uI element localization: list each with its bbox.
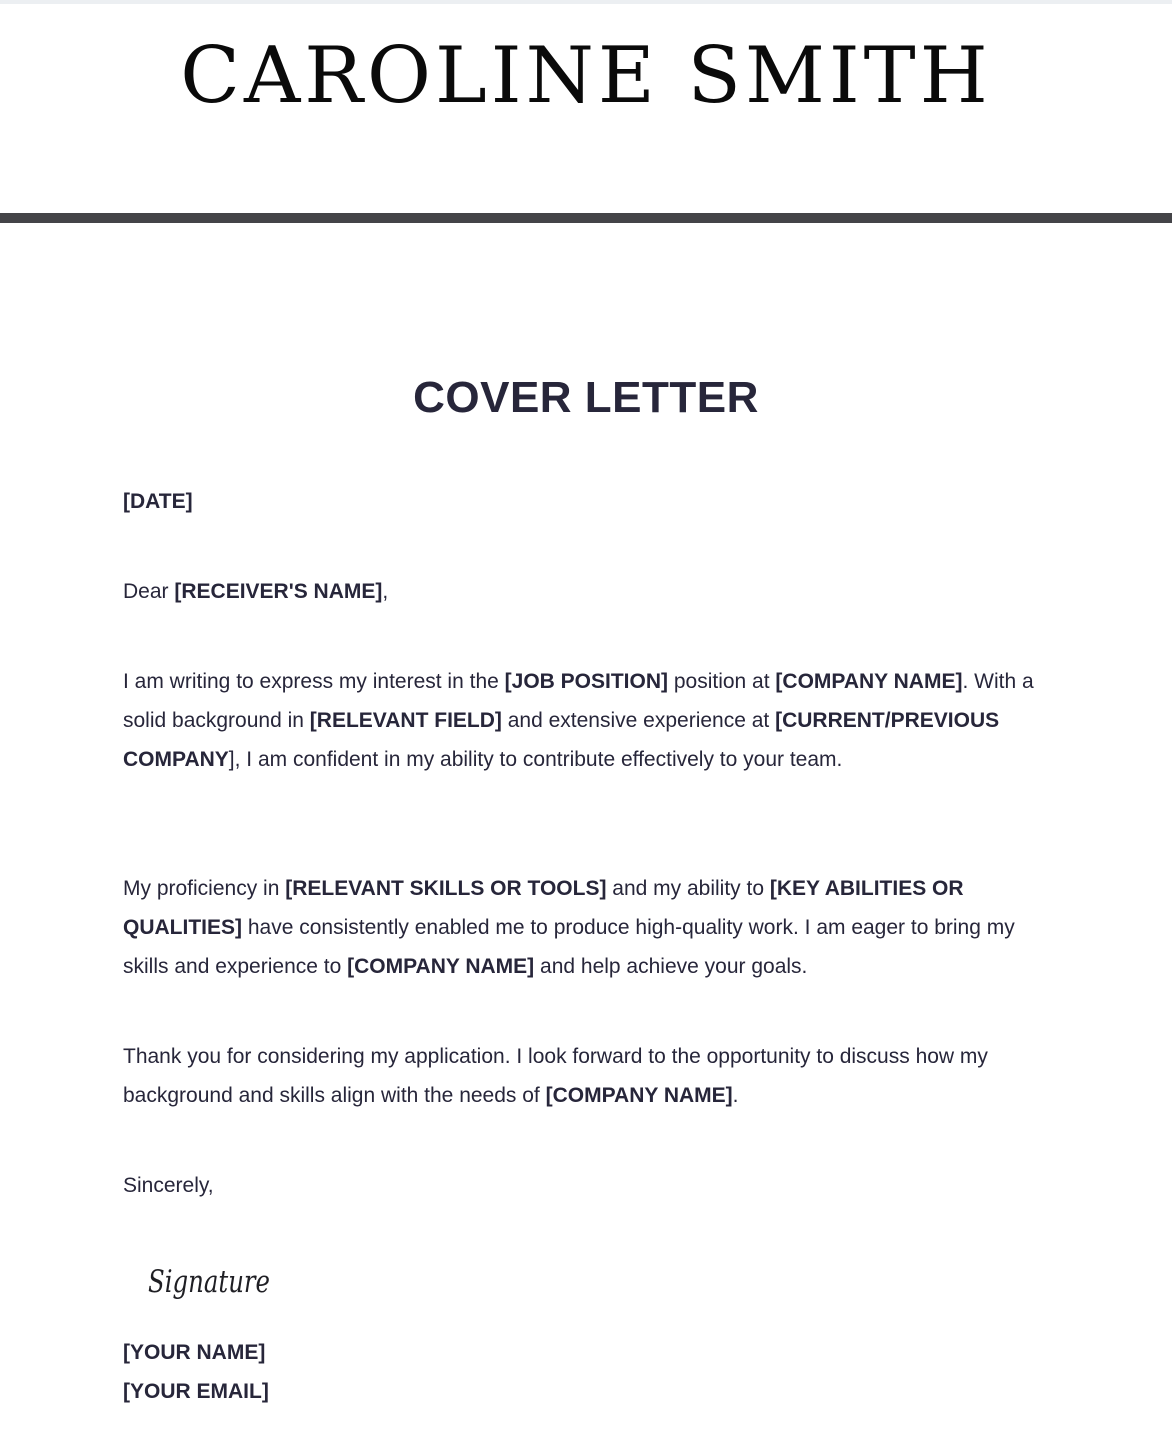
paragraph-thanks [123,1037,1053,1115]
header-name: CAROLINE SMITH [180,31,992,121]
document-title: COVER LETTER [413,373,759,422]
paragraph-text: and extensive experience at [501,709,776,732]
letter-date [123,482,1053,521]
paragraph-text: . [732,1084,739,1107]
job-position-placeholder: [JOB POSITION] [504,670,668,693]
signature-text: Signature [148,1264,270,1300]
company-name-placeholder: [COMPANY NAME] [545,1084,733,1107]
sender-name [123,1333,1053,1372]
sender-email [123,1372,1053,1411]
relevant-field-placeholder: [RELEVANT FIELD] [309,709,502,732]
signature-image [146,1258,306,1310]
paragraph-text: I am writing to express my interest in the [123,670,505,693]
receiver-name-placeholder: [RECEIVER'S NAME] [174,580,383,603]
paragraph-text: . With a solid background in [123,670,1034,732]
paragraph-text: ], I am confident in my ability to contribute effectively to your team. [228,748,843,771]
your-email-placeholder: [YOUR EMAIL] [123,1380,269,1403]
closing: Sincerely, [123,1174,214,1197]
date-placeholder: [DATE] [123,490,193,513]
your-name-placeholder: [YOUR NAME] [123,1341,266,1364]
salutation-suffix: , [382,580,389,603]
salutation [123,572,1053,611]
skills-placeholder: [RELEVANT SKILLS OR TOOLS] [285,877,607,900]
paragraph-text: My proficiency in [123,877,286,900]
paragraph-text: have consistently enabled me to produce high-quality work. I am eager to bring my skills and experience to [123,916,1015,978]
header-divider [0,213,1172,223]
paragraph-text: Thank you for considering my application. I look forward to the opportunity to discuss how my background and skills align with the needs of [123,1045,988,1107]
paragraph-text: and help achieve your goals. [534,955,808,978]
paragraph-intro [123,662,1053,779]
top-strip [0,0,1172,4]
paragraph-text: and my ability to [606,877,770,900]
current-company-placeholder: [CURRENT/PREVIOUS COMPANY [123,709,1000,771]
salutation-prefix: Dear [123,580,175,603]
paragraph-text: position at [668,670,776,693]
company-name-placeholder: [COMPANY NAME] [775,670,963,693]
company-name-placeholder: [COMPANY NAME] [347,955,535,978]
abilities-placeholder: [KEY ABILITIES OR QUALITIES] [123,877,964,939]
paragraph-skills [123,869,1053,986]
